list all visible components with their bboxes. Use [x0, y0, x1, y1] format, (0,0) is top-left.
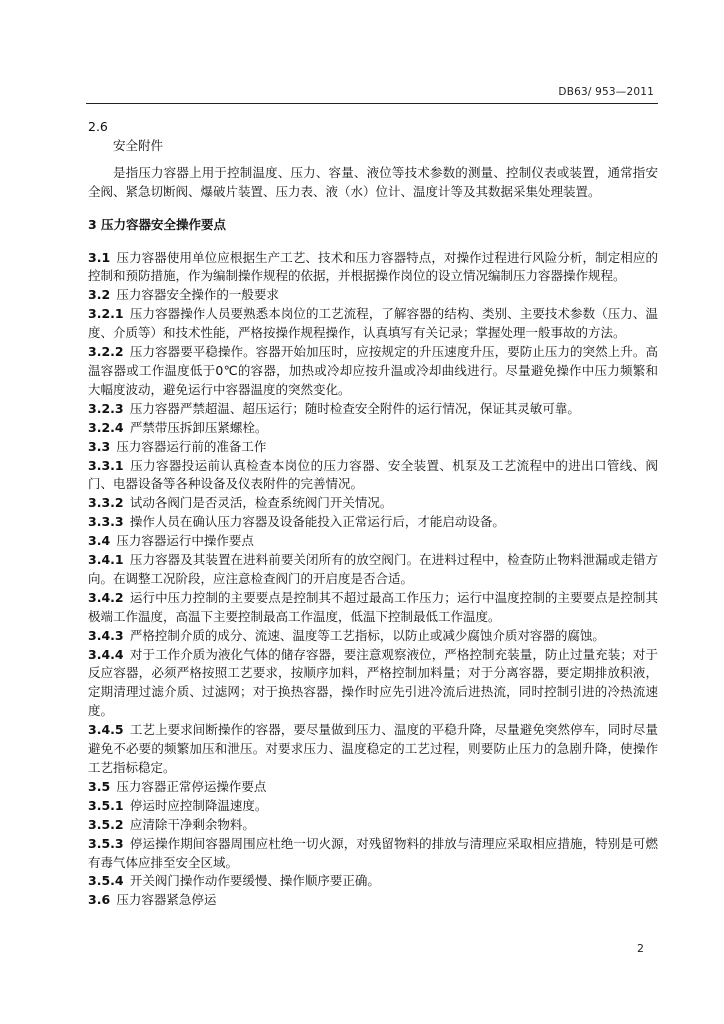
clause-text: 压力容器安全操作的一般要求 — [116, 287, 279, 303]
clause-number: 3.4.1 — [88, 552, 124, 568]
clause-3-2-1 — [88, 305, 658, 343]
clause-text: 停运时应控制降温速度。 — [129, 797, 268, 813]
clause-number: 3.2.2 — [88, 344, 124, 360]
clause-number: 3.2.3 — [88, 400, 124, 416]
clause-text: 试动各阀门是否灵活，检查系统阀门开关情况。 — [129, 495, 393, 511]
clause-3-3 — [88, 438, 658, 457]
clause-text: 停运操作期间容器周围应杜绝一切火源，对残留物料的排放与清理应采取相应措施，特别是可燃有毒气体应排至安全区域。 — [88, 835, 658, 870]
clause-3-1 — [88, 249, 658, 287]
clause-number: 3.6 — [88, 892, 111, 908]
clause-number: 3.5.2 — [88, 816, 124, 832]
clause-text: 对于工作介质为液化气体的储存容器，要注意观察液位，严格控制充装量，防止过量充装；对于反应容器，必须严格按照工艺要求，按顺序加料，严格控制加料量；对于分离容器，要定期排放积液，定期清理过滤介质、过滤网；对于换热容器，操作时应先引进冷流后进热流，同时控制引进的冷热流速度。 — [88, 646, 658, 719]
clause-number-2-6: 2.6 — [88, 119, 108, 134]
clause-number: 3.4.4 — [88, 646, 124, 662]
clause-text: 压力容器运行中操作要点 — [116, 533, 254, 549]
clause-3-4 — [88, 532, 658, 551]
clause-number: 3.3.3 — [88, 514, 124, 530]
clause-3-3-2 — [88, 494, 658, 513]
clause-text: 运行中压力控制的主要要点是控制其不超过最高工作压力；运行中温度控制的主要要点是控制其极端工作温度，高温下主要控制最高工作温度，低温下控制最低工作温度。 — [88, 589, 658, 624]
document-body — [88, 118, 658, 910]
clause-number: 3.4.2 — [88, 589, 124, 605]
clause-text: 压力容器正常停运操作要点 — [116, 778, 267, 794]
clause-number: 3.3.1 — [88, 457, 124, 473]
clause-3-3-1 — [88, 457, 658, 495]
clause-number: 3.5.4 — [88, 873, 124, 889]
clause-3-5-2 — [88, 816, 658, 835]
clause-text: 工艺上要求间断操作的容器，要尽量做到压力、温度的平稳升降，尽量避免突然停车，同时尽量避免不必要的频繁加压和泄压。对要求压力、温度稳定的工艺过程，则要防止压力的急剧升降，使操作工艺指标稳定。 — [88, 722, 658, 775]
clause-text: 压力容器运行前的准备工作 — [116, 438, 267, 454]
term-definition: 是指压力容器上用于控制温度、压力、容量、液位等技术参数的测量、控制仪表或装置，通常指安全阀、紧急切断阀、爆破片装置、压力表、液（水）位计、温度计等及其数据采集处理装置。 — [88, 164, 658, 199]
clause-text: 压力容器操作人员要熟悉本岗位的工艺流程，了解容器的结构、类别、主要技术参数（压力、温度、介质等）和技术性能，严格按操作规程操作，认真填写有关记录；掌握处理一般事故的方法。 — [88, 306, 658, 341]
clause-number: 3.1 — [88, 249, 111, 265]
clause-list — [88, 249, 658, 911]
standard-code: DB63/ 953—2011 — [558, 86, 654, 98]
clause-3-4-1 — [88, 551, 658, 589]
clause-3-2-4 — [88, 419, 658, 438]
header-rule — [86, 103, 658, 104]
clause-number: 3.4.5 — [88, 722, 124, 738]
clause-3-4-3 — [88, 627, 658, 646]
clause-text: 压力容器要平稳操作。容器开始加压时，应按规定的升压速度升压，要防止压力的突然上升。高温容器或工作温度低于0℃的容器，加热或冷却应按升温或冷却曲线进行。尽量避免操作中压力频繁和大幅度波动，避免运行中容器温度的突然变化。 — [88, 344, 658, 397]
clause-number: 3.5.1 — [88, 797, 124, 813]
clause-3-2-2 — [88, 343, 658, 400]
clause-number: 3.5.3 — [88, 835, 124, 851]
term-title: 安全附件 — [113, 137, 164, 153]
clause-number: 3.3.2 — [88, 495, 124, 511]
clause-3-3-3 — [88, 513, 658, 532]
clause-3-4-2 — [88, 589, 658, 627]
clause-number: 3.5 — [88, 778, 111, 794]
clause-3-4-4 — [88, 646, 658, 722]
clause-text: 压力容器严禁超温、超压运行；随时检查安全附件的运行情况，保证其灵敏可靠。 — [129, 400, 580, 416]
page-number: 2 — [637, 942, 644, 955]
clause-3-5-4 — [88, 872, 658, 891]
clause-number: 3.2 — [88, 287, 111, 303]
clause-3-5 — [88, 778, 658, 797]
clause-text: 应清除干净剩余物料。 — [129, 816, 255, 832]
clause-text: 开关阀门操作动作要缓慢、操作顺序要正确。 — [129, 873, 380, 889]
clause-text: 严格控制介质的成分、流速、温度等工艺指标，以防止或减少腐蚀介质对容器的腐蚀。 — [129, 627, 605, 643]
clause-3-4-5 — [88, 721, 658, 778]
clause-number: 3.2.4 — [88, 419, 124, 435]
clause-number: 3.4.3 — [88, 627, 124, 643]
clause-3-2 — [88, 286, 658, 305]
clause-text: 压力容器使用单位应根据生产工艺、技术和压力容器特点，对操作过程进行风险分析，制定相应的控制和预防措施，作为编制操作规程的依据，并根据操作岗位的设立情况编制压力容器操作规程。 — [88, 249, 658, 284]
clause-text: 压力容器紧急停运 — [116, 892, 217, 908]
clause-3-5-3 — [88, 835, 658, 873]
clause-3-6 — [88, 891, 658, 910]
clause-text: 压力容器投运前认真检查本岗位的压力容器、安全装置、机泵及工艺流程中的进出口管线、阀门、电器设备等各种设备及仪表附件的完善情况。 — [88, 457, 658, 492]
clause-3-5-1 — [88, 797, 658, 816]
clause-3-2-3 — [88, 400, 658, 419]
clause-text: 操作人员在确认压力容器及设备能投入正常运行后，才能启动设备。 — [129, 514, 505, 530]
clause-text: 压力容器及其装置在进料前要关闭所有的放空阀门。在进料过程中，检查防止物料泄漏或走错方向。在调整工况阶段，应注意检查阀门的开启度是否合适。 — [88, 552, 658, 586]
section-3-heading: 3 压力容器安全操作要点 — [88, 216, 227, 232]
clause-number: 3.4 — [88, 533, 111, 549]
clause-text: 严禁带压拆卸压紧螺栓。 — [129, 419, 268, 435]
clause-number: 3.3 — [88, 438, 111, 454]
clause-number: 3.2.1 — [88, 306, 124, 322]
